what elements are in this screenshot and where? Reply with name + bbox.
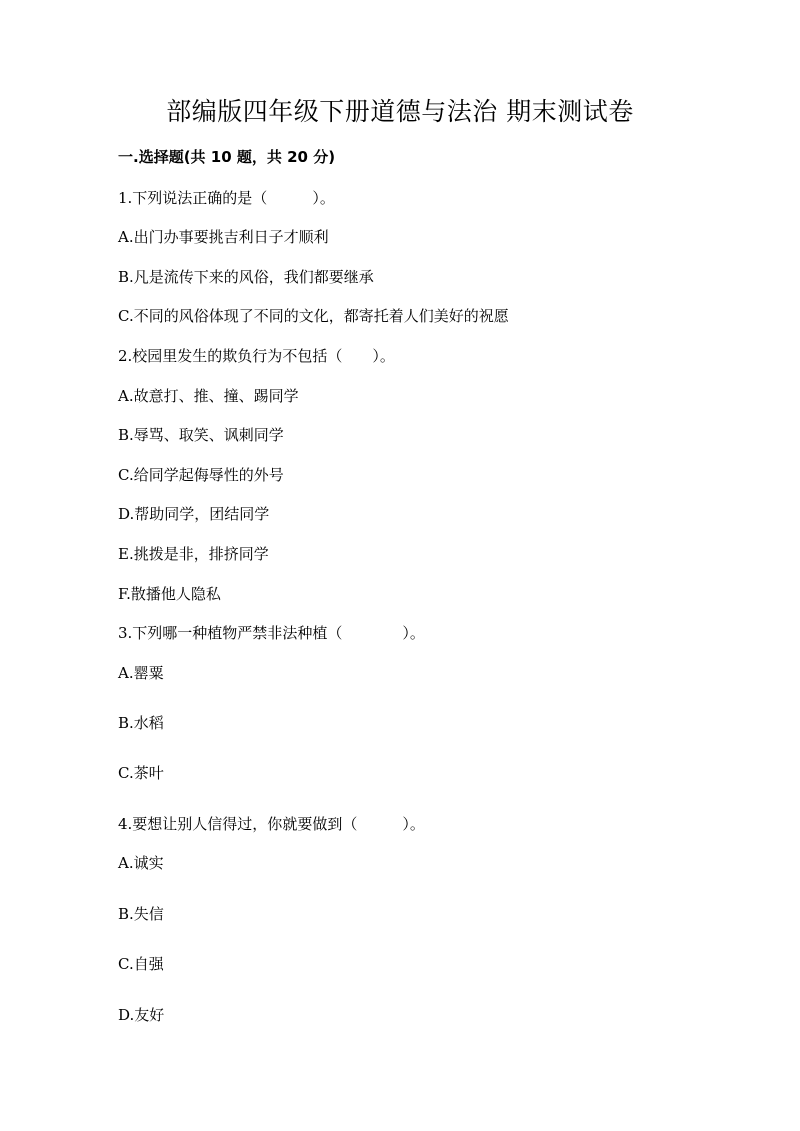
section-heading: 一.选择题(共 10 题，共 20 分) — [118, 148, 336, 166]
question-1-stem: 1.下列说法正确的是（ ）。 — [118, 189, 335, 207]
question-2-option-a: A.故意打、推、撞、踢同学 — [118, 387, 299, 405]
question-3-option-c: C.茶叶 — [118, 764, 164, 782]
question-4-stem: 4.要想让别人信得过，你就要做到（ ）。 — [118, 815, 425, 833]
question-1-option-b: B.凡是流传下来的风俗，我们都要继承 — [118, 268, 374, 286]
question-4-option-b: B.失信 — [118, 905, 164, 923]
question-1-option-a: A.出门办事要挑吉利日子才顺利 — [118, 228, 329, 246]
question-4-option-d: D.友好 — [118, 1006, 165, 1024]
question-2-option-c: C.给同学起侮辱性的外号 — [118, 466, 284, 484]
question-1-option-c: C.不同的风俗体现了不同的文化，都寄托着人们美好的祝愿 — [118, 307, 509, 325]
question-4-option-c: C.自强 — [118, 955, 164, 973]
question-3-option-b: B.水稻 — [118, 714, 164, 732]
question-3-stem: 3.下列哪一种植物严禁非法种植（ ）。 — [118, 624, 425, 642]
page-title: 部编版四年级下册道德与法治 期末测试卷 — [166, 97, 634, 126]
question-4-option-a: A.诚实 — [118, 854, 164, 872]
question-3-option-a: A.罂粟 — [118, 664, 164, 682]
question-2-option-e: E.挑拨是非，排挤同学 — [118, 545, 269, 563]
question-2-option-b: B.辱骂、取笑、讽刺同学 — [118, 426, 284, 444]
question-2-option-f: F.散播他人隐私 — [118, 585, 221, 603]
question-2-option-d: D.帮助同学，团结同学 — [118, 505, 270, 523]
question-2-stem: 2.校园里发生的欺负行为不包括（ ）。 — [118, 347, 395, 365]
